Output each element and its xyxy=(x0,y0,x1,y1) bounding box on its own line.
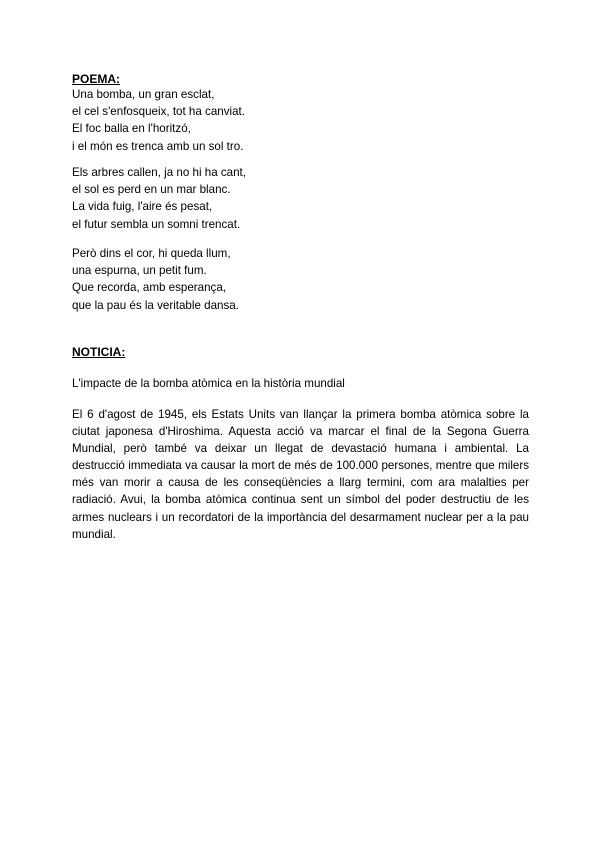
poem-stanza xyxy=(72,164,246,233)
poem-line: La vida fuig, l'aire és pesat, xyxy=(72,200,213,214)
poem-line: el futur sembla un somni trencat. xyxy=(72,217,241,231)
poem-line: Però dins el cor, hi queda llum, xyxy=(72,247,231,260)
poem-stanza xyxy=(72,86,245,155)
poem-heading: POEMA: xyxy=(72,72,120,86)
poem-line: que la pau és la veritable dansa. xyxy=(72,298,239,312)
poem-line: Que recorda, amb esperança, xyxy=(72,281,227,295)
news-title: L'impacte de la bomba atòmica en la història mundial xyxy=(72,377,345,390)
poem-stanza xyxy=(72,245,239,314)
poem-line: el sol es perd en un mar blanc. xyxy=(72,183,231,197)
poem-line: una espurna, un petit fum. xyxy=(72,264,207,278)
poem-line: Els arbres callen, ja no hi ha cant, xyxy=(72,166,247,179)
poem-line: Una bomba, un gran esclat, xyxy=(72,88,215,101)
poem-line: El foc balla en l'horitzó, xyxy=(72,122,191,136)
news-heading: NOTICIA: xyxy=(72,345,126,359)
poem-line: el cel s'enfosqueix, tot ha canviat. xyxy=(72,105,246,119)
news-body: El 6 d'agost de 1945, els Estats Units van llançar la primera bomba atòmica sobre la ciutat japonesa d'Hiroshima. Aquesta acció va marcar el final de la Segona Guerra Mundial, però també va deixar un llegat de devastació humana i ambiental. La destrucció immediata va causar la mort de més de 100.000 persones, mentre que milers més van morir a causa de les conseqüències a llarg termini, com ara malalties per radiació. Avui, la bomba atòmica continua sent un símbol del poder destructiu de les armes nuclears i un recordatori de la importància del desarmament nuclear per a la pau mundial. xyxy=(72,408,529,541)
poem-line: i el món es trenca amb un sol tro. xyxy=(72,139,244,153)
